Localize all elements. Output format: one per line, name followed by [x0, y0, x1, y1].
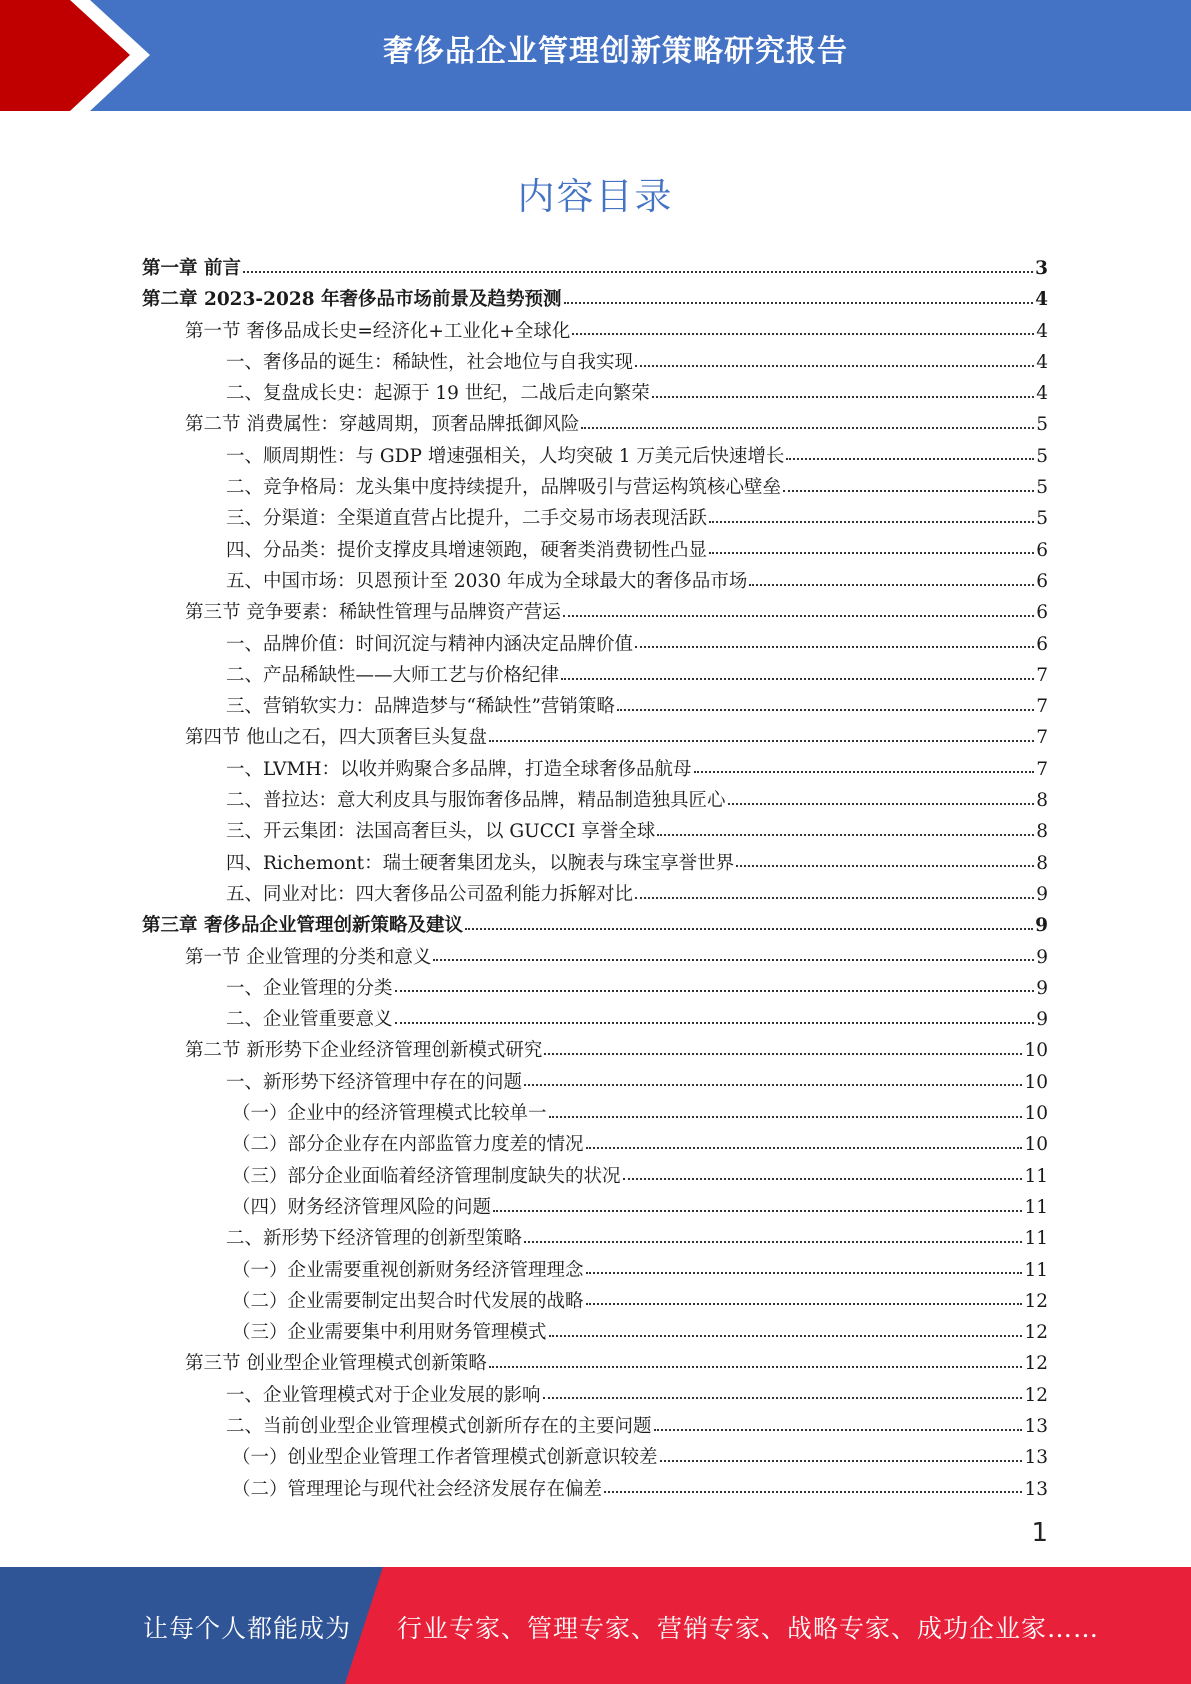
toc-entry-page: 6	[1036, 539, 1048, 561]
toc-entry-title: （一）创业型企业管理工作者管理模式创新意识较差	[232, 1447, 658, 1469]
toc-entry-page: 10	[1024, 1134, 1048, 1156]
toc-leader-dots	[544, 1036, 1022, 1055]
toc-entry-page: 6	[1036, 570, 1048, 592]
toc-entry-page: 5	[1036, 477, 1048, 499]
toc-leader-dots	[395, 974, 1035, 993]
toc-entry-page: 4	[1036, 383, 1048, 405]
toc-entry-page: 12	[1024, 1384, 1048, 1406]
toc-leader-dots	[783, 473, 1034, 492]
toc-entry[interactable]	[142, 379, 1048, 410]
toc-entry[interactable]	[142, 567, 1048, 598]
toc-leader-dots	[654, 1412, 1023, 1431]
toc-entry-page: 10	[1024, 1040, 1048, 1062]
toc-leader-dots	[433, 943, 1034, 962]
toc-entry-page: 13	[1024, 1447, 1048, 1469]
toc-entry-title: 第四节 他山之石，四大顶奢巨头复盘	[185, 727, 487, 749]
report-title: 奢侈品企业管理创新策略研究报告	[383, 34, 848, 69]
toc-entry-title: 第三节 竞争要素：稀缺性管理与品牌资产营运	[185, 602, 561, 624]
table-of-contents	[142, 254, 1048, 1506]
toc-leader-dots	[635, 630, 1034, 649]
toc-leader-dots	[749, 567, 1034, 586]
toc-leader-dots	[586, 1287, 1023, 1306]
toc-entry[interactable]	[142, 442, 1048, 473]
toc-entry-page: 11	[1024, 1228, 1048, 1250]
toc-entry-title: 第一章 前言	[142, 258, 241, 279]
toc-entry[interactable]	[142, 692, 1048, 723]
toc-leader-dots	[549, 1099, 1023, 1118]
toc-leader-dots	[657, 817, 1034, 836]
toc-entry-page: 11	[1024, 1196, 1048, 1218]
toc-entry[interactable]	[142, 1005, 1048, 1036]
toc-entry-title: （二）管理理论与现代社会经济发展存在偏差	[232, 1478, 603, 1500]
toc-entry-page: 6	[1036, 633, 1048, 655]
toc-leader-dots	[660, 1443, 1023, 1462]
toc-entry-page: 7	[1036, 664, 1048, 686]
toc-entry-page: 8	[1036, 821, 1048, 843]
toc-leader-dots	[572, 317, 1034, 336]
footer-slogan-right: 行业专家、管理专家、营销专家、战略专家、成功企业家……	[397, 1614, 1100, 1643]
toc-leader-dots	[543, 1381, 1023, 1400]
toc-entry[interactable]	[142, 410, 1048, 441]
toc-entry[interactable]	[142, 849, 1048, 880]
toc-entry[interactable]	[142, 285, 1048, 316]
toc-entry-title: 一、LVMH：以收并购聚合多品牌，打造全球奢侈品航母	[226, 758, 692, 780]
toc-entry[interactable]	[142, 911, 1048, 942]
toc-entry[interactable]	[142, 504, 1048, 535]
toc-entry[interactable]	[142, 1162, 1048, 1193]
toc-leader-dots	[786, 442, 1034, 461]
toc-entry[interactable]	[142, 786, 1048, 817]
toc-entry-page: 5	[1036, 414, 1048, 436]
toc-entry[interactable]	[142, 1443, 1048, 1474]
toc-entry-title: 一、企业管理模式对于企业发展的影响	[226, 1384, 541, 1406]
toc-entry[interactable]	[142, 1349, 1048, 1380]
toc-entry-title: 二、竞争格局：龙头集中度持续提升，品牌吸引与营运构筑核心壁垒	[226, 477, 782, 499]
toc-entry[interactable]	[142, 254, 1048, 285]
toc-entry-title: 第三章 奢侈品企业管理创新策略及建议	[142, 915, 463, 937]
toc-leader-dots	[617, 692, 1034, 711]
toc-entry[interactable]	[142, 598, 1048, 629]
toc-entry-page: 9	[1036, 883, 1048, 905]
toc-leader-dots	[694, 755, 1035, 774]
toc-leader-dots	[561, 661, 1034, 680]
toc-leader-dots	[623, 1162, 1023, 1181]
toc-entry-page: 9	[1035, 915, 1048, 937]
toc-entry[interactable]	[142, 1256, 1048, 1287]
toc-entry-title: 四、分品类：提价支撑皮具增速领跑，硬奢类消费韧性凸显	[226, 539, 708, 561]
toc-entry-title: （二）部分企业存在内部监管力度差的情况	[232, 1134, 584, 1156]
toc-heading: 内容目录	[517, 175, 674, 218]
toc-entry-title: 二、产品稀缺性——大师工艺与价格纪律	[226, 664, 560, 686]
toc-entry[interactable]	[142, 661, 1048, 692]
toc-leader-dots	[709, 536, 1034, 555]
toc-leader-dots	[635, 880, 1034, 899]
toc-leader-dots	[635, 348, 1034, 367]
toc-entry-page: 6	[1036, 602, 1048, 624]
toc-entry[interactable]	[142, 348, 1048, 379]
toc-leader-dots	[489, 1349, 1023, 1368]
toc-leader-dots	[563, 598, 1034, 617]
toc-entry-title: 一、奢侈品的诞生：稀缺性，社会地位与自我实现	[226, 351, 634, 373]
toc-entry[interactable]	[142, 1412, 1048, 1443]
toc-entry[interactable]	[142, 723, 1048, 754]
toc-entry-page: 11	[1024, 1165, 1048, 1187]
toc-entry-title: 二、普拉达：意大利皮具与服饰奢侈品牌，精品制造独具匠心	[226, 790, 726, 812]
toc-entry-page: 5	[1036, 508, 1048, 530]
toc-entry[interactable]	[142, 1130, 1048, 1161]
footer-banner	[0, 1567, 1191, 1684]
toc-entry-page: 9	[1036, 977, 1048, 999]
toc-entry-title: 四、Richemont：瑞士硬奢集团龙头，以腕表与珠宝享誉世界	[226, 852, 735, 874]
toc-entry-title: 二、复盘成长史：起源于 19 世纪，二战后走向繁荣	[226, 383, 650, 405]
toc-entry-page: 13	[1024, 1415, 1048, 1437]
toc-entry-title: 一、新形势下经济管理中存在的问题	[226, 1071, 523, 1093]
toc-leader-dots	[465, 911, 1033, 930]
toc-entry-page: 12	[1024, 1322, 1048, 1344]
toc-entry[interactable]	[142, 1068, 1048, 1099]
toc-entry-page: 12	[1024, 1290, 1048, 1312]
toc-entry-title: 二、新形势下经济管理的创新型策略	[226, 1228, 523, 1250]
toc-entry-page: 5	[1036, 445, 1048, 467]
toc-entry-title: （三）部分企业面临着经济管理制度缺失的状况	[232, 1165, 621, 1187]
toc-leader-dots	[524, 1068, 1022, 1087]
toc-entry-page: 4	[1035, 289, 1048, 311]
toc-entry-title: 二、当前创业型企业管理模式创新所存在的主要问题	[226, 1415, 652, 1437]
toc-entry-page: 7	[1036, 696, 1048, 718]
page-number: 1	[1031, 1518, 1048, 1548]
toc-entry[interactable]	[142, 1318, 1048, 1349]
toc-entry[interactable]	[142, 1224, 1048, 1255]
toc-leader-dots	[728, 786, 1035, 805]
toc-leader-dots	[586, 1130, 1023, 1149]
toc-entry-page: 10	[1024, 1071, 1048, 1093]
toc-leader-dots	[395, 1005, 1035, 1024]
toc-entry[interactable]	[142, 1381, 1048, 1412]
toc-entry-title: 一、品牌价值：时间沉淀与精神内涵决定品牌价值	[226, 633, 634, 655]
toc-entry[interactable]	[142, 1099, 1048, 1130]
toc-entry-page: 4	[1036, 320, 1048, 342]
toc-leader-dots	[549, 1318, 1023, 1337]
toc-entry-title: 三、营销软实力：品牌造梦与“稀缺性”营销策略	[226, 696, 615, 718]
toc-entry-title: （三）企业需要集中利用财务管理模式	[232, 1322, 547, 1344]
toc-entry[interactable]	[142, 630, 1048, 661]
toc-entry-title: 三、开云集团：法国高奢巨头，以 GUCCI 享誉全球	[226, 821, 656, 843]
toc-leader-dots	[489, 723, 1034, 742]
toc-entry-title: （四）财务经济管理风险的问题	[232, 1196, 492, 1218]
toc-entry-page: 9	[1036, 946, 1048, 968]
toc-entry-page: 8	[1036, 790, 1048, 812]
toc-leader-dots	[709, 504, 1034, 523]
toc-entry[interactable]	[142, 974, 1048, 1005]
toc-entry-title: 一、顺周期性：与 GDP 增速强相关，人均突破 1 万美元后快速增长	[226, 445, 785, 467]
toc-entry-title: 五、同业对比：四大奢侈品公司盈利能力拆解对比	[226, 883, 634, 905]
toc-entry-title: 第一节 奢侈品成长史=经济化+工业化+全球化	[185, 320, 571, 342]
toc-entry-page: 3	[1035, 258, 1048, 279]
toc-entry[interactable]	[142, 1036, 1048, 1067]
toc-entry-page: 7	[1036, 758, 1048, 780]
toc-leader-dots	[243, 254, 1033, 273]
toc-entry-title: 第三节 创业型企业管理模式创新策略	[185, 1353, 487, 1375]
toc-leader-dots	[736, 849, 1034, 868]
toc-entry-page: 12	[1024, 1353, 1048, 1375]
toc-leader-dots	[652, 379, 1034, 398]
toc-entry-page: 13	[1024, 1478, 1048, 1500]
toc-leader-dots	[581, 410, 1034, 429]
toc-entry[interactable]	[142, 880, 1048, 911]
toc-entry-page: 9	[1036, 1009, 1048, 1031]
toc-entry-title: 第二节 消费属性：穿越周期，顶奢品牌抵御风险	[185, 414, 580, 436]
toc-entry-title: 五、中国市场：贝恩预计至 2030 年成为全球最大的奢侈品市场	[226, 570, 748, 592]
toc-leader-dots	[604, 1475, 1022, 1494]
toc-entry-title: 第一节 企业管理的分类和意义	[185, 946, 432, 968]
toc-entry-page: 8	[1036, 852, 1048, 874]
toc-entry[interactable]	[142, 1287, 1048, 1318]
toc-entry-title: 第二章 2023-2028 年奢侈品市场前景及趋势预测	[142, 289, 562, 311]
toc-entry[interactable]	[142, 1475, 1048, 1506]
toc-entry-page: 4	[1036, 351, 1048, 373]
toc-entry[interactable]	[142, 317, 1048, 348]
toc-entry-title: 二、企业管重要意义	[226, 1009, 393, 1031]
toc-entry-title: （二）企业需要制定出契合时代发展的战略	[232, 1290, 584, 1312]
header-banner	[0, 0, 1191, 111]
toc-entry-title: （一）企业中的经济管理模式比较单一	[232, 1103, 547, 1125]
toc-leader-dots	[586, 1256, 1023, 1275]
toc-leader-dots	[524, 1224, 1022, 1243]
toc-leader-dots	[493, 1193, 1022, 1212]
toc-entry[interactable]	[142, 536, 1048, 567]
footer-slogan-left: 让每个人都能成为	[143, 1614, 352, 1643]
toc-entry-page: 10	[1024, 1103, 1048, 1125]
toc-entry[interactable]	[142, 755, 1048, 786]
toc-entry-page: 11	[1024, 1259, 1048, 1281]
toc-entry-title: 第二节 新形势下企业经济管理创新模式研究	[185, 1040, 543, 1062]
toc-entry[interactable]	[142, 817, 1048, 848]
toc-entry[interactable]	[142, 1193, 1048, 1224]
toc-leader-dots	[564, 285, 1034, 304]
toc-entry-page: 7	[1036, 727, 1048, 749]
toc-entry[interactable]	[142, 943, 1048, 974]
toc-entry-title: 一、企业管理的分类	[226, 977, 393, 999]
toc-entry-title: 三、分渠道：全渠道直营占比提升，二手交易市场表现活跃	[226, 508, 708, 530]
toc-entry[interactable]	[142, 473, 1048, 504]
toc-entry-title: （一）企业需要重视创新财务经济管理理念	[232, 1259, 584, 1281]
